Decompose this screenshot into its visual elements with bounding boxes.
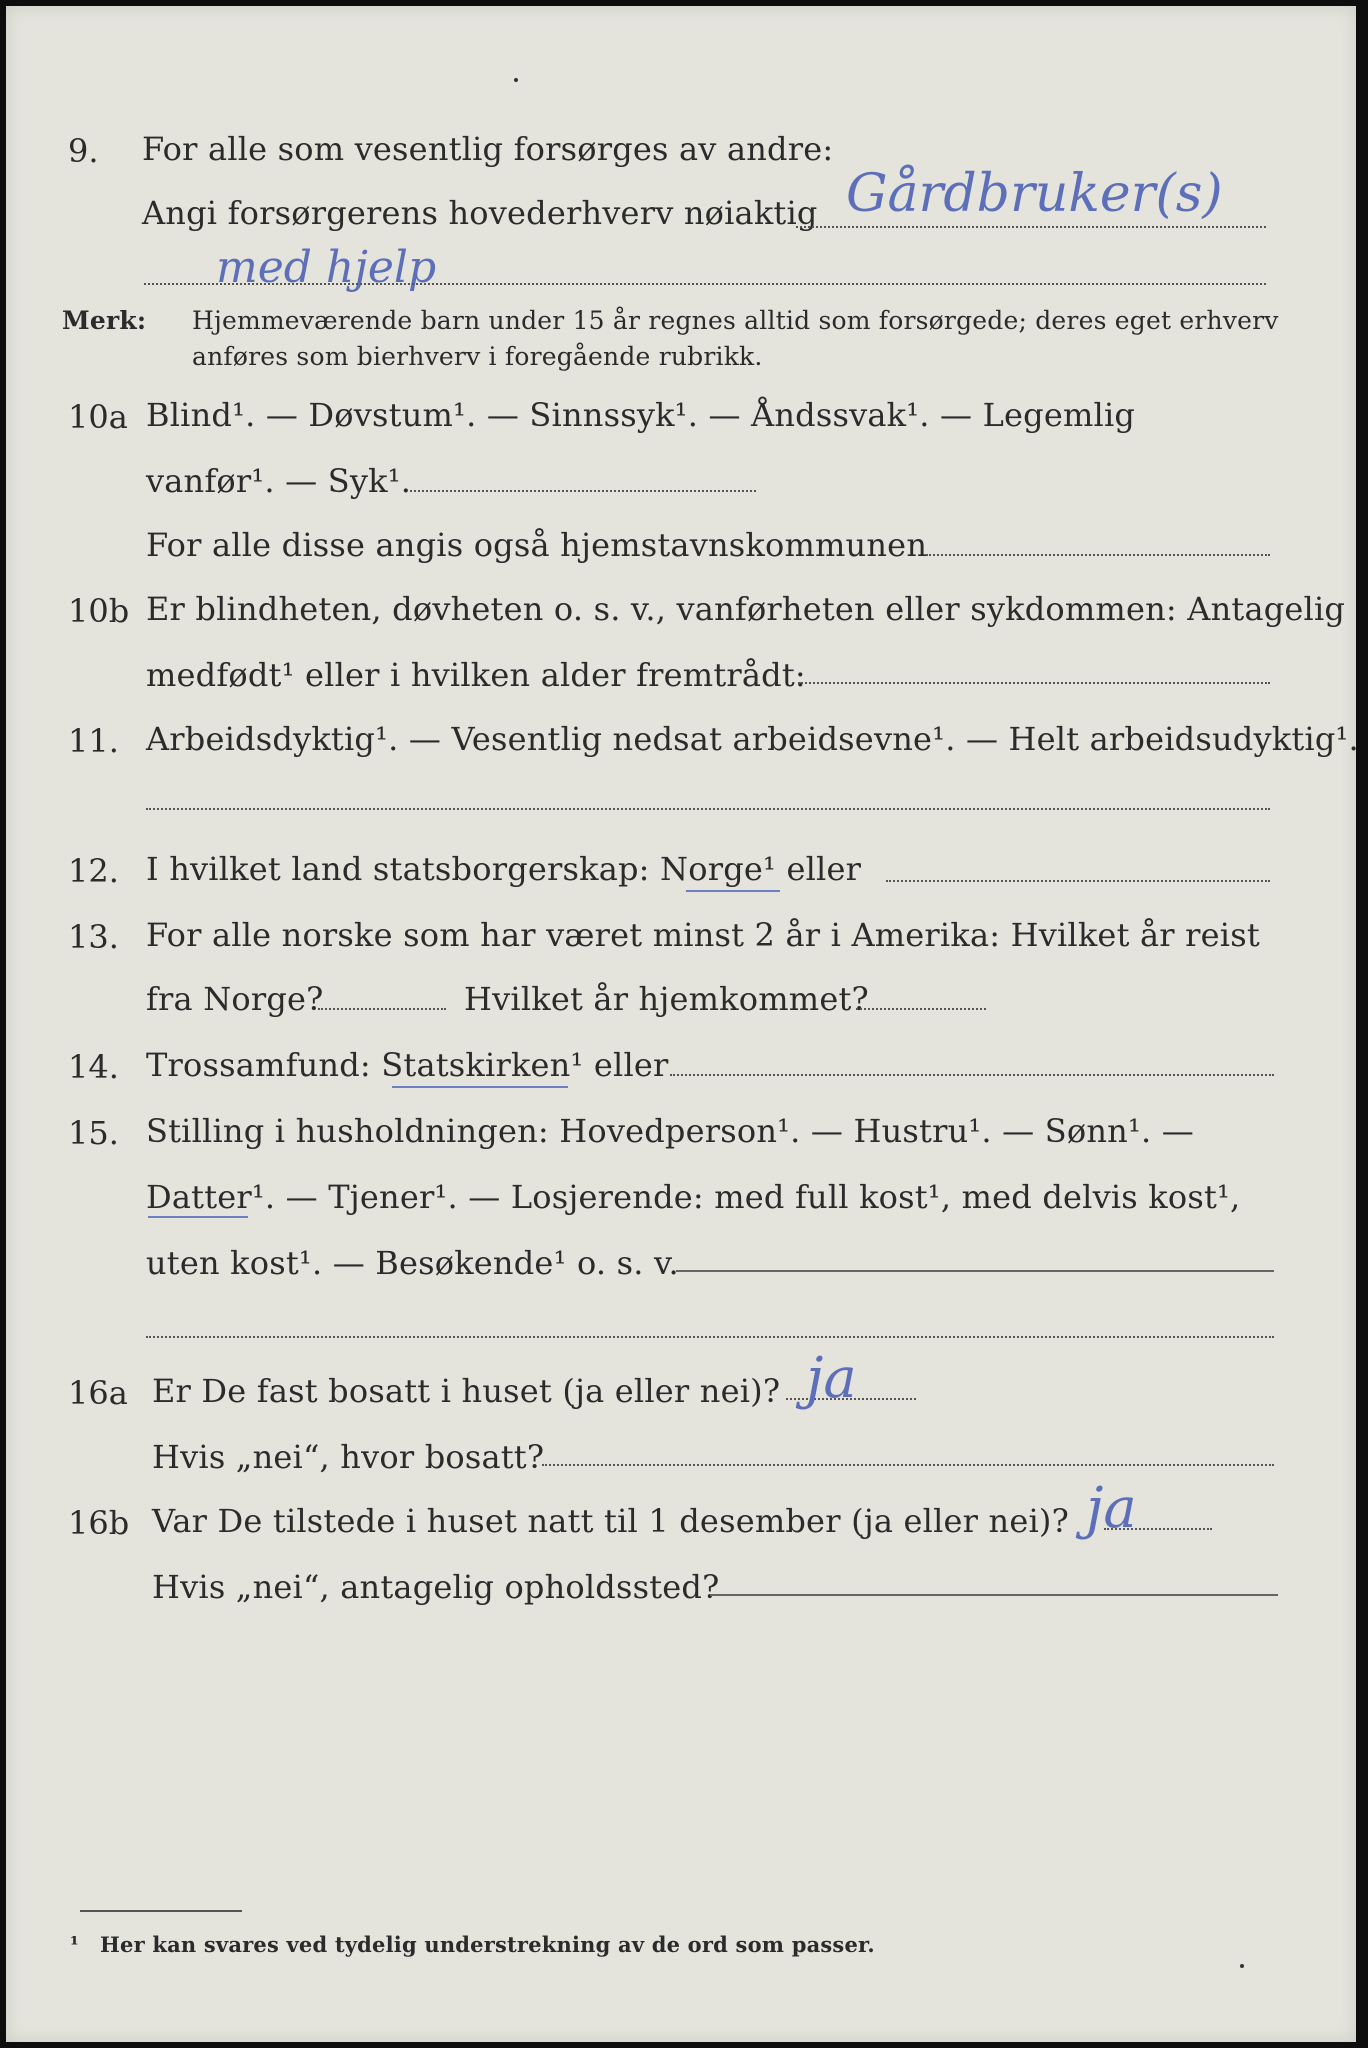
q12-suffix: eller [786,850,862,888]
q16a-line1: Er De fast bosatt i huset (ja eller nei)? [152,1372,781,1410]
q14-suffix: eller [593,1046,669,1084]
q15-line2 [146,1178,1240,1216]
q10b-line2: medfødt¹ eller i hvilken alder fremtrådt: [146,656,806,694]
q16b-line2: Hvis „nei“, antagelig opholdssted? [152,1568,720,1606]
q14-prefix: Trossamfund: [146,1046,371,1084]
q13-hjemkommet-line [856,1008,986,1010]
q10a-line3: For alle disse angis også hjemstavnskommunen [146,526,928,564]
q10a-number: 10a [68,398,128,436]
q12-line [146,850,861,888]
q13-line1: For alle norske som har været minst 2 år i Amerika: Hvilket år reist [146,916,1260,954]
q12-number: 12. [68,852,119,890]
q12-prefix: I hvilket land statsborgerskap: [146,850,650,888]
q12-norge [660,850,776,888]
footnote-text: Her kan svares ved tydelig understrekning av de ord som passer. [100,1932,875,1957]
merk-line1: Hjemmeværende barn under 15 år regnes alltid som forsørgede; deres eget erhverv [192,306,1279,335]
q9-answer-line-2 [144,283,1266,285]
q16b-line1: Var De tilstede i huset natt til 1 desember (ja eller nei)? [152,1502,1069,1540]
q14-statskirken: Statskirken¹ [381,1046,584,1084]
q14-number: 14. [68,1048,119,1086]
q11-line1: Arbeidsdyktig¹. — Vesentlig nedsat arbeidsevne¹. — Helt arbeidsudyktig¹. [146,720,1359,758]
q16a-bosatt-line [542,1464,1274,1466]
q16a-answer-handwritten: ja [806,1346,857,1411]
q14-statskirken-underline [392,1086,568,1088]
q10a-syk-line [410,490,756,492]
q12-norge-underline [686,890,780,892]
q10b-answer-line [798,682,1270,684]
q15-answer-line-2 [146,1336,1274,1338]
merk-line2: anføres som bierhverv i foregående rubrikk. [192,342,763,371]
q10a-line1: Blind¹. — Døvstum¹. — Sinnssyk¹. — Åndssvak¹. — Legemlig [146,396,1136,434]
q15-number: 15. [68,1114,119,1152]
q12-norge-text: Norge¹ [660,850,777,888]
q16b-opholdssted-line [710,1594,1278,1596]
q9-number: 9. [68,132,99,170]
census-form-page [6,6,1359,2042]
q15-datter: Datter¹ [146,1178,265,1216]
q14-answer-line [670,1074,1274,1076]
q16a-line2: Hvis „nei“, hvor bosatt? [152,1438,545,1476]
footnote-rule [80,1910,242,1912]
q15-line3: uten kost¹. — Besøkende¹ o. s. v. [146,1244,679,1282]
q13-number: 13. [68,918,119,956]
q16a-number: 16a [68,1374,128,1412]
q9-line2: Angi forsørgerens hovederhverv nøiaktig [142,194,818,232]
q16b-number: 16b [68,1504,130,1542]
q11-answer-line [146,808,1270,810]
q11-number: 11. [68,722,119,760]
q9-answer-handwritten-1: Gårdbruker(s) [846,164,1223,224]
q9-answer-line [796,226,1266,228]
q13-line2b: Hvilket år hjemkommet? [464,980,869,1018]
q10b-number: 10b [68,592,130,630]
q13-reist-line [318,1008,446,1010]
q15-line1: Stilling i husholdningen: Hovedperson¹. — Hustru¹. — Sønn¹. — [146,1112,1194,1150]
q10a-line2: vanfør¹. — Syk¹. [146,462,412,500]
q10b-line1: Er blindheten, døvheten o. s. v., vanførheten eller sykdommen: Antagelig [146,590,1346,628]
q10a-kommune-line [926,554,1270,556]
q15-line2-rest: . — Tjener¹. — Losjerende: med full kost¹, med delvis kost¹, [264,1178,1241,1216]
q13-line2a: fra Norge? [146,980,324,1018]
merk-label: Merk: [62,306,147,335]
q15-answer-line [676,1270,1274,1272]
q9-line1: For alle som vesentlig forsørges av andre: [142,130,834,168]
stray-mark [514,78,518,82]
q16b-answer-handwritten: ja [1086,1476,1137,1541]
q15-datter-underline [148,1216,248,1218]
q12-answer-line [886,880,1270,882]
q9-answer-handwritten-2: med hjelp [216,242,437,293]
stray-mark-2 [1240,1964,1244,1968]
q14-line [146,1046,669,1084]
footnote-mark: ¹ [70,1932,79,1956]
